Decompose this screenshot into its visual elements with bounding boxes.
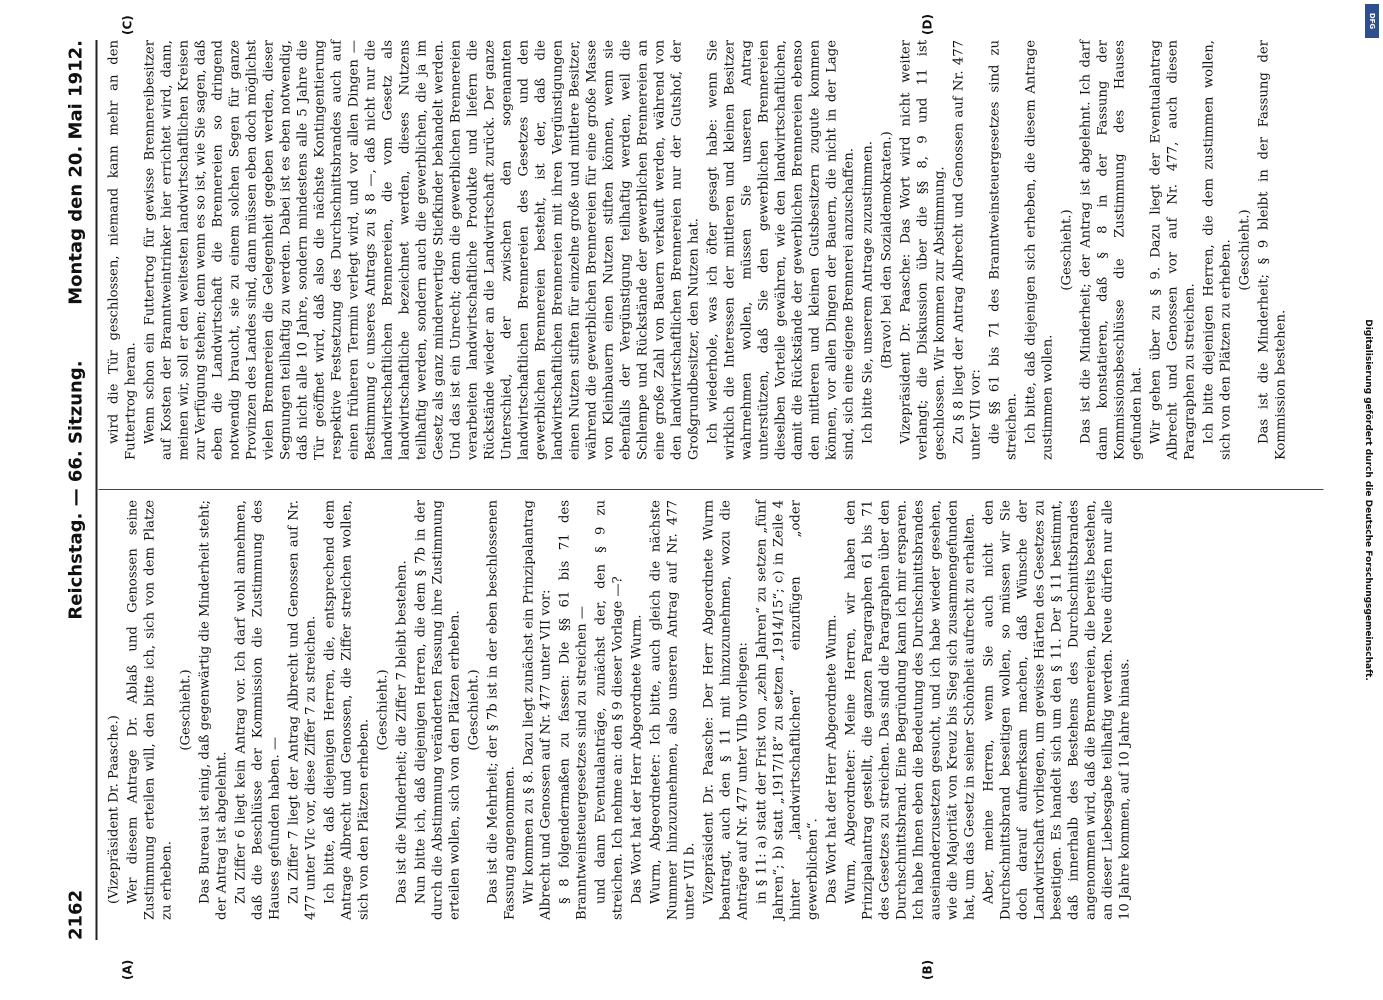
- right-column-paragraph: Wenn schon ein Futtertrog für gewisse Brennereibesitzer auf Kosten der Branntweintrinker hier errichtet wird, dann, meinen wir, soll er den weitesten landwirtschaftlichen Kreisen zur Verfügung stehen; denn wenn es so ist, wie Sie sagen, daß eben die Landwirtschaft die Brennereien so dringend notwendig braucht, sie zu einem solchen Segen für ganze Provinzen des Landes sind, dann müssen eben doch möglichst vielen Brennereien die Gelegenheit gegeben werden, dieser Segnungen teilhaftig zu werden. Dabei ist es eben notwendig, daß nicht alle 10 Jahre, sondern mindestens alle 5 Jahre die Tür geöffnet wird, daß also die nächste Kontingentierung respektive Festsetzung des Durchschnittsbrandes auch auf einen früheren Termin verlegt wird, und vor allen Dingen — Bestimmung c unseres Antrags zu § 8 —, daß nicht nur die landwirtschaftlichen Brennereien, die vom Gesetz als landwirtschaftliche bezeichnet werden, dieses Nutzens teilhaftig werden, sondern auch die gewerblichen, die ja im Gesetz als ganz minderwertige Stiefkinder behandelt werden. Und das ist ein Unrecht; denn die gewerblichen Brennereien verarbeiten landwirtschaftliche Produkte und liefern die Rückstände wieder an die Landwirtschaft zurück. Der ganze Unterschied, der zwischen den sogenannten landwirtschaftlichen Brennereien des Gesetzes und den gewerblichen Brennereien besteht, ist der, daß die landwirtschaftlichen Brennereien mit ihren Vergünstigungen einen Nutzen stiften für einzelne große und mittlere Besitzer, während die gewerblichen Brennereien für eine große Masse von Kleinbauern einen Nutzen stiften können, wenn sie ebenfalls der Vergünstigung teilhaftig werden, weil die Schlempe und Rückstände der gewerblichen Brennereien an eine große Zahl von Bauern verkauft werden, während von den landwirtschaftlichen Brennereien nur der Gutshof, der Großgrundbesitzer, den Nutzen hat.: [142, 40, 701, 460]
- left-column: [105, 500, 1135, 920]
- right-column-paragraph: Ich bitte diejenigen Herren, die dem zustimmen wollen, sich von den Plätzen zu erheben.: [1201, 40, 1233, 460]
- right-column-paragraph: (Bravo! bei den Sozialdemokraten.): [879, 131, 894, 369]
- left-column-paragraph: Zu Ziffer 6 liegt kein Antrag vor. Ich darf wohl annehmen, daß die Beschlüsse der Kommission die Zustimmung des Hauses gefunden haben. —: [233, 500, 282, 920]
- header-rule: [95, 40, 97, 940]
- funding-note: [1359, 12, 1377, 985]
- left-column-paragraph: (Geschieht.): [375, 669, 390, 751]
- funding-text: Digitalisierung gefördert durch die Deutsche Forschungsgemeinschaft.: [1363, 319, 1373, 681]
- left-column-paragraph: Ich bitte, daß diejenigen Herren, die, entsprechend dem Antrage Albrecht und Genossen, die Ziffer streichen wollen, sich von den Plätzen erheben.: [322, 500, 371, 920]
- left-column-paragraph: Das ist die Mehrheit; der § 7b ist in der eben beschlossenen Fassung angenommen.: [485, 500, 517, 920]
- session-date: Montag den 20. Mai 1912.: [65, 40, 86, 305]
- right-column-paragraph: Zu § 8 liegt der Antrag Albrecht und Genossen auf Nr. 477 unter VII vor:: [951, 40, 983, 460]
- dfg-logo-text: DFG: [1368, 12, 1376, 30]
- margin-marker-d: (D): [920, 14, 934, 35]
- right-column-paragraph: Das ist die Minderheit; der Antrag ist abgelehnt. Ich darf dann konstatieren, daß § 8 in der Fassung der Kommissionsbeschlüsse die Zustimmung des Hauses gefunden hat.: [1078, 40, 1144, 460]
- margin-marker-a: (A): [120, 959, 134, 980]
- right-column-paragraph: die §§ 61 bis 71 des Branntweinsteuergesetzes sind zu streichen.: [987, 40, 1019, 460]
- left-column-paragraph: Wurm, Abgeordneter: Meine Herren, wir haben den Prinzipalantrag gestellt, die ganzen Paragraphen 61 bis 71 des Gesetzes zu streichen. Das sind die Paragraphen über den Durchschnittsbrand. Eine Begründung kann ich mir ersparen. Ich habe Ihnen eben die Bedeutung des Durchschnittsbrandes auseinanderzusetzen gesucht, und ich habe wieder gesehen, wie die Majorität von Kreuz bis Sieg sich zusammengefunden hat, um das Gesetz in seiner Schönheit aufrecht zu erhalten.: [843, 500, 977, 920]
- right-column-paragraph: Ich bitte Sie, unserem Antrage zuzustimmen.: [860, 141, 875, 444]
- right-column-paragraph: wird die Tür geschlossen, niemand kann mehr an den Futtertrog heran.: [106, 40, 138, 460]
- left-column-paragraph: Nun bitte ich, daß diejenigen Herren, die dem § 7b in der durch die Abstimmung veränderten Fassung ihre Zustimmung erteilen wollen, sich von den Plätzen erheben.: [413, 500, 462, 920]
- right-column-paragraph: Wir gehen über zu § 9. Dazu liegt der Eventualantrag Albrecht und Genossen vor auf Nr. 477, auch diesen Paragraphen zu streichen.: [1148, 40, 1197, 460]
- right-column-paragraph: Ich wiederhole, was ich öfter gesagt habe: wenn Sie wirklich die Interessen der mittleren und kleinen Besitzer wahrnehmen wollen, müssen Sie unseren Antrag unterstützen, daß Sie den gewerblichen Brennereien dieselben Vorteile gewähren, wie den landwirtschaftlichen, damit die Rückstände der gewerblichen Brennereien ebenso den mittleren und kleinen Gutsbesitzern zugute kommen können, vor allen Dingen der Bauern, die nicht in der Lage sind, sich eine eigene Brennerei anzuschaffen.: [705, 40, 856, 460]
- left-column-paragraph: Wer diesem Antrage Dr. Ablaß und Genossen seine Zustimmung erteilen will, den bitte ich, sich von dem Platze zu erheben.: [125, 500, 174, 920]
- left-column-paragraph: (Geschieht.): [466, 669, 481, 751]
- right-column-paragraph: (Geschieht.): [1237, 209, 1252, 291]
- left-column-paragraph: Wir kommen zu § 8. Dazu liegt zunächst ein Prinzipalantrag Albrecht und Genossen auf Nr. 477 unter VII vor:: [521, 500, 553, 920]
- left-column-paragraph: und dann Eventualanträge, zunächst der, den § 9 zu streichen. Ich nehme an: den § 9 dieser Vorlage —?: [593, 500, 625, 920]
- dfg-logo: [1365, 4, 1379, 38]
- right-column-paragraph: (Geschieht.): [1059, 209, 1074, 291]
- column-rule: [98, 489, 1323, 490]
- left-column-paragraph: Zu Ziffer 7 liegt der Antrag Albrecht und Genossen auf Nr. 477 unter VIc vor, diese Ziffer 7 zu streichen.: [286, 500, 318, 920]
- left-column-paragraph: Das Bureau ist einig, daß gegenwärtig die Minderheit steht; der Antrag ist abgelehnt.: [197, 500, 229, 920]
- session-title: Reichstag. — 66. Sitzung.: [65, 360, 86, 620]
- left-column-paragraph: Das Wort hat der Herr Abgeordnete Wurm.: [629, 614, 644, 904]
- left-column-paragraph: Wurm, Abgeordneter: Ich bitte, auch gleich die nächste Nummer hinzuzunehmen, also unseren Antrag auf Nr. 477 unter VII b.: [648, 500, 697, 920]
- right-column-paragraph: Vizepräsident Dr. Paasche: Das Wort wird nicht weiter verlangt; die Diskussion über die §§ 8, 9 und 11 ist geschlossen. Wir kommen zur Abstimmung.: [898, 40, 947, 460]
- left-column-paragraph: in § 11: a) statt der Frist von „zehn Jahren“ zu setzen „fünf Jahren“; b) statt „1917/18“ zu setzen „1914/15“; c) in Zeile 4 hinter „landwirtschaftlichen“ einzufügen „oder gewerblichen“.: [754, 500, 820, 920]
- right-column-paragraph: Das ist die Minderheit; § 9 bleibt in der Fassung der Kommission bestehen.: [1256, 40, 1288, 460]
- margin-marker-b: (B): [920, 959, 934, 980]
- left-column-paragraph: Das ist die Minderheit; die Ziffer 7 bleibt bestehen.: [394, 560, 409, 904]
- left-column-paragraph: Vizepräsident Dr. Paasche: Der Herr Abgeordnete Wurm beantragt, auch den § 11 mit hinzuzunehmen, wozu die Anträge auf Nr. 477 unter VIIb vorliegen:: [701, 500, 750, 920]
- left-column-paragraph: Aber, meine Herren, wenn Sie auch nicht den Durchschnittsbrand beseitigen wollen, so müssen wir Sie doch darauf aufmerksam machen, daß Wünsche der Landwirtschaft vorliegen, um gewisse Härten des Gesetzes zu beseitigen. Es handelt sich um den § 11. Der § 11 bestimmt, daß innerhalb des Bestehens des Durchschnittsbrandes angenommen wird, daß die Brennereien, die bereits bestehen, an dieser Liebesgabe teilhaftig werden. Neue dürfen nur alle 10 Jahre kommen, auf 10 Jahre hinaus.: [981, 500, 1132, 920]
- page-number: 2162: [65, 889, 86, 940]
- margin-marker-c: (C): [120, 15, 134, 35]
- left-column-paragraph: (Vizepräsident Dr. Paasche.): [106, 715, 121, 904]
- left-column-paragraph: Das Wort hat der Herr Abgeordnete Wurm.: [824, 614, 839, 904]
- right-column: [105, 40, 1291, 460]
- left-column-paragraph: § 8 folgendermaßen zu fassen: Die §§ 61 bis 71 des Branntweinsteuergesetzes sind zu streichen —: [557, 500, 589, 920]
- left-column-paragraph: (Geschieht.): [178, 669, 193, 751]
- right-column-paragraph: Ich bitte, daß diejenigen sich erheben, die diesem Antrage zustimmen wollen.: [1023, 40, 1055, 460]
- page-header: [55, 40, 95, 940]
